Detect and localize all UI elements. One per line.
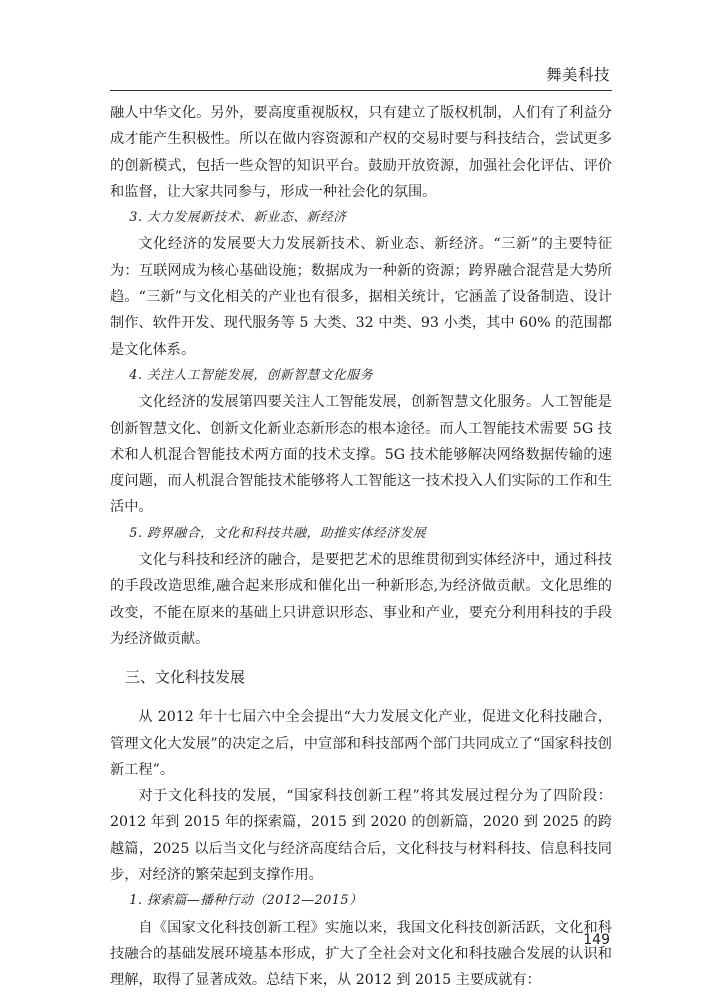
subheading-5: 5. 跨界融合，文化和科技共融，助推实体经济发展 [129, 525, 427, 541]
paragraph: 从 2012 年十七届六中全会提出“大力发展文化产业，促进文化科技融合，管理文化大发展”的决定之后，中宣部和科技部两个部门共同成立了“国家科技创新工程”。 [110, 709, 612, 778]
paragraph: 对于文化科技的发展，“国家科技创新工程”将其发展过程分为了四阶段：2012 年到 2015 年的探索篇，2015 到 2020 的创新篇，2020 到 2025 的跨越篇，2025 以后当文化与经济高度结合后，文化科技与材料科技、信息科技同步，对经济的繁荣起到支撑作用。 [110, 788, 612, 884]
subheading-3: 3. 大力发展新技术、新业态、新经济 [129, 210, 347, 226]
paragraph-continued: 融人中华文化。另外，要高度重视版权，只有建立了版权机制，人们有了利益分成才能产生积极性。所以在做内容资源和产权的交易时要与科技结合，尝试更多的创新模式，包括一些众智的知识平台。鼓励开放资源，加强社会化评估、评价和监督，让大家共同参与，形成一种社会化的氛围。 [110, 105, 612, 200]
body-text [110, 100, 612, 994]
paragraph: 文化与科技和经济的融合，是要把艺术的思维贯彻到实体经济中，通过科技的手段改造思维,融合起来形成和催化出一种新形态,为经济做贡献。文化思维的改变，不能在原来的基础上只讲意识形态、事业和产业，要充分利用科技的手段为经济做贡献。 [110, 552, 612, 647]
page-number: 149 [583, 932, 610, 948]
paragraph: 文化经济的发展第四要关注人工智能发展，创新智慧文化服务。人工智能是创新智慧文化、创新文化新业态新形态的根本途径。而人工智能技术需要 5G 技术和人机混合智能技术两方面的技术支撑。5G 技术能够解决网络数据传输的速度问题，而人机混合智能技术能够将人工智能这一技术投入人们实际的工作和生活中。 [110, 394, 612, 516]
paragraph: 文化经济的发展要大力发展新技术、新业态、新经济。“三新”的主要特征为：互联网成为核心基础设施；数据成为一种新的资源；跨界融合混营是大势所趋。“三新”与文化相关的产业也有很多，据相关统计，它涵盖了设备制造、设计制作、软件开发、现代服务等 5 大类、32 中类、93 小类，其中 60% 的范围都是文化体系。 [110, 236, 612, 358]
subheading-4: 4. 关注人工智能发展，创新智慧文化服务 [129, 367, 374, 383]
subheading-1: 1. 探索篇—播种行动（2012—2015） [129, 893, 363, 909]
header-rule [110, 90, 612, 91]
running-header-title: 舞美科技 [545, 66, 610, 84]
paragraph: 自《国家文化科技创新工程》实施以来，我国文化科技创新活跃，文化和科技融合的基础发展环境基本形成，扩大了全社会对文化和科技融合发展的认识和理解，取得了显著成效。总结下来，从 2012 到 2015 主要成就有： [110, 919, 612, 989]
section-heading: 三、文化科技发展 [125, 668, 246, 687]
